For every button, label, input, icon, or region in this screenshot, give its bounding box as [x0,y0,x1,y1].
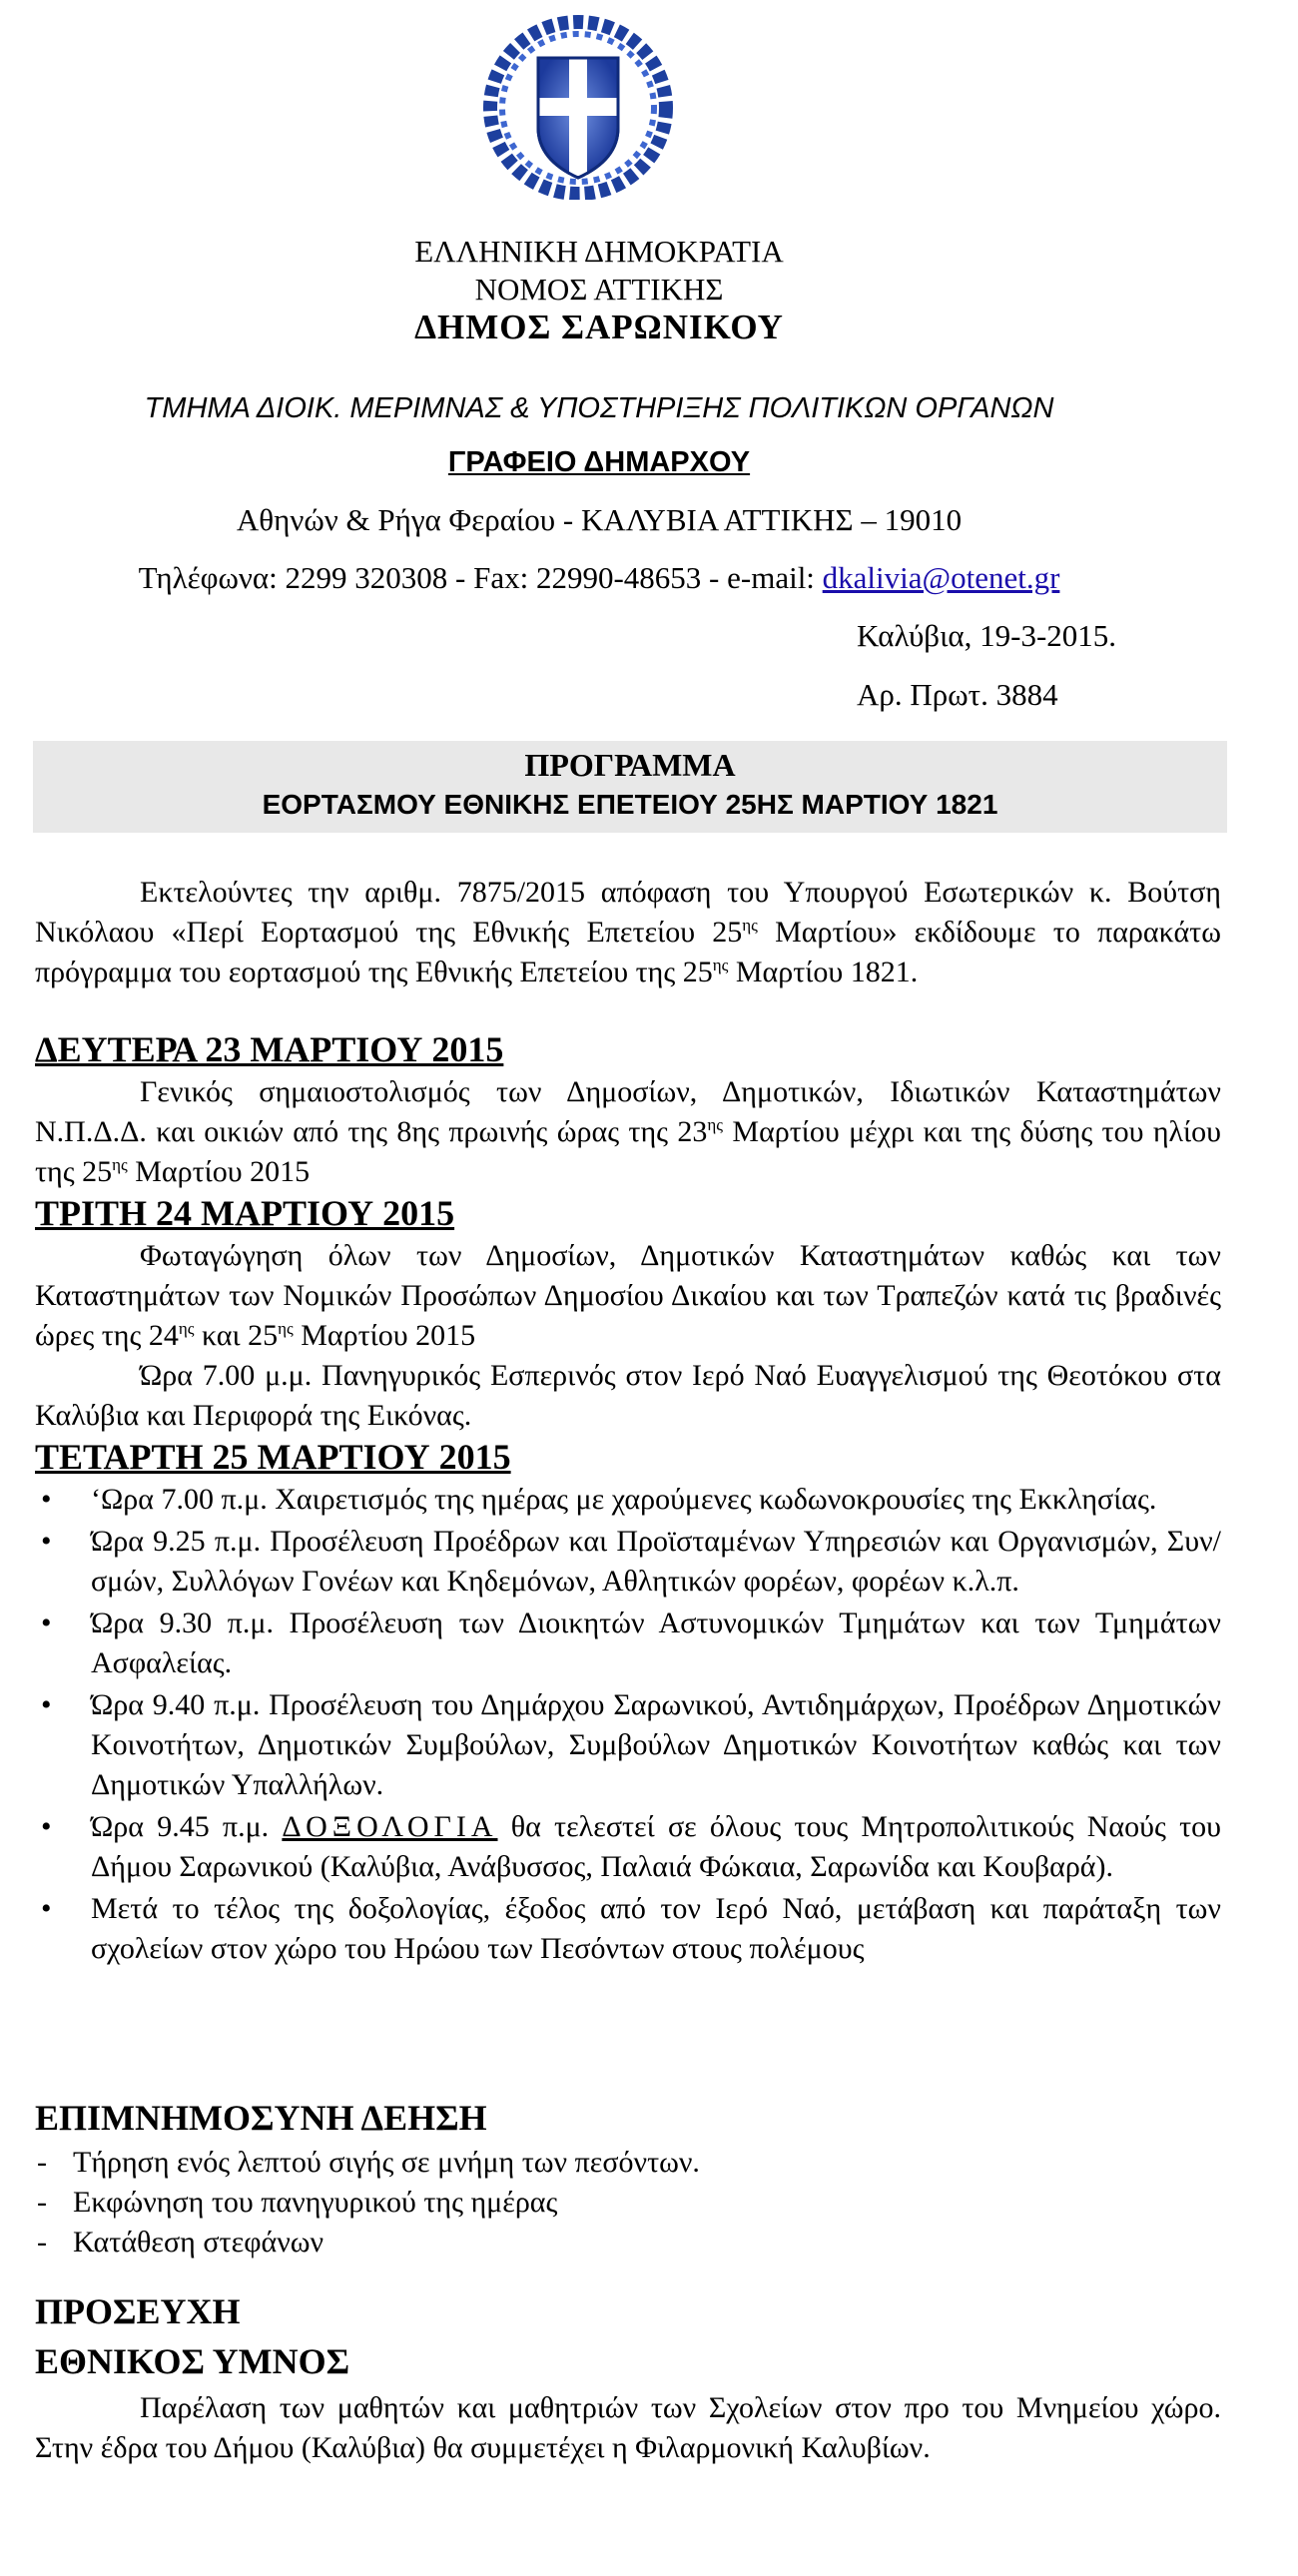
tuesday-sup-2: ης [278,1319,294,1338]
program-subtitle: ΕΟΡΤΑΣΜΟΥ ΕΘΝΙΚΗΣ ΕΠΕΤΕΙΟΥ 25ΗΣ ΜΑΡΤΙΟΥ 1821 [262,789,998,820]
program-title: ΠΡΟΓΡΑΜΜΑ [524,747,736,783]
monday-paragraph [35,1072,1221,1192]
monday-sup-1: ης [707,1115,724,1134]
list-item [35,1807,1221,1887]
address: Αθηνών & Ρήγα Φεραίου - ΚΑΛΥΒΙΑ ΑΤΤΙΚΗΣ – 19010 [236,502,963,537]
tuesday-heading: ΤΡΙΤΗ 24 ΜΑΡΤΙΟΥ 2015 [35,1193,455,1233]
tuesday-sup-1: ης [178,1319,195,1338]
memorial-list [35,2143,700,2262]
list-item: • Ώρα 9.25 π.μ. Προσέλευση Προέδρων και Προϊσταμένων Υπηρεσιών και Οργανισμών, Συν/σμών, Συλλόγων Γονέων και Κηδεμόνων, Αθλητικών φορέων, φορέων κ.λ.π. [35,1522,1221,1602]
anthem-heading: ΕΘΝΙΚΟΣ ΥΜΝΟΣ [35,2341,350,2381]
memorial-heading: ΕΠΙΜΝΗΜΟΣΥΝΗ ΔΕΗΣΗ [35,2098,487,2138]
anthem-text: Παρέλαση των μαθητών και μαθητριών των Σχολείων στον προ του Μνημείου χώρο. Στην έδρα του Δήμου (Καλύβια) θα συμμετέχει η Φιλαρμονική Καλυβίων. [35,2391,1221,2464]
monday-text-1: Γενικός σημαιοστολισμός των Δημοσίων, Δημοτικών, Ιδιωτικών Καταστημάτων Ν.Π.Δ.Δ. και οικιών από της 8ης πρωινής ώρας της 23 [35,1075,1221,1148]
intro-paragraph [35,873,1221,992]
wednesday-heading: ΤΕΤΑΡΤΗ 25 ΜΑΡΤΙΟΥ 2015 [35,1437,511,1477]
program-banner [33,741,1227,833]
list-item: - Κατάθεση στεφάνων [35,2223,700,2262]
doxology-word: ΔΟΞΟΛΟΓΙΑ [282,1810,498,1843]
greek-coat-of-arms-icon [483,10,673,200]
monday-heading: ΔΕΥΤΕΡΑ 23 ΜΑΡΤΙΟΥ 2015 [35,1029,504,1069]
tuesday-paragraph [35,1236,1221,1436]
intro-sup-1: ης [742,916,758,935]
tuesday-text-1: Φωταγώγηση όλων των Δημοσίων, Δημοτικών Καταστημάτων καθώς και των Καταστημάτων των Νομικών Προσώπων Δημοσίου Δικαίου και των Τραπεζών κατά τις βραδινές ώρες της 24 [35,1239,1221,1352]
doxology-text: θα τελεστεί σε όλους τους Μητροπολιτικούς Ναούς του Δήμου Σαρωνικού (Καλύβια, Ανάβυσσος, Παλαιά Φώκαια, Σαρωνίδα και Κουβαρά). [91,1810,1221,1883]
monday-text-2: Μαρτίου μέχρι και της δύσης του ηλίου της 25 [35,1115,1221,1188]
doxology-time: Ώρα 9.45 π.μ. [91,1810,283,1843]
intro-text-2: Μαρτίου» εκδίδουμε το παρακάτω πρόγραμμα του εορτασμού της Εθνικής Επετείου της 25 [35,916,1221,988]
contact-line [0,560,1198,596]
contact-text: Τηλέφωνα: 2299 320308 - Fax: 22990-48653 - e-mail: [138,560,823,595]
prefecture-name: ΝΟΜΟΣ ΑΤΤΙΚΗΣ [474,272,724,307]
intro-text-1: Εκτελούντες την αριθμ. 7875/2015 απόφαση του Υπουργού Εσωτερικών κ. Βούτση Νικόλαου «Περί Εορτασμού της Εθνικής Επετείου 25 [35,876,1221,949]
monday-text-3: Μαρτίου 2015 [127,1155,311,1188]
list-item: • Μετά το τέλος της δοξολογίας, έξοδος από τον Ιερό Ναό, μετάβαση και παράταξη των σχολείων στον χώρο του Ηρώου των Πεσόντων στους πολέμους [35,1889,1221,1969]
tuesday-text-3: Μαρτίου 2015 [293,1319,476,1352]
intro-sup-2: ης [712,956,729,974]
wednesday-list [35,1480,1221,1971]
list-item: - Τήρηση ενός λεπτού σιγής σε μνήμη των πεσόντων. [35,2143,700,2183]
email-link[interactable]: dkalivia@otenet.gr [822,560,1060,595]
department-name: ΤΜΗΜΑ ΔΙΟΙΚ. ΜΕΡΙΜΝΑΣ & ΥΠΟΣΤΗΡΙΞΗΣ ΠΟΛΙΤΙΚΩΝ ΟΡΓΑΝΩΝ [144,392,1054,424]
list-item: • Ώρα 9.30 π.μ. Προσέλευση των Διοικητών Αστυνομικών Τμημάτων και των Τμημάτων Ασφαλείας. [35,1604,1221,1683]
intro-text-3: Μαρτίου 1821. [728,956,919,988]
list-item: • Ώρα 9.40 π.μ. Προσέλευση του Δημάρχου Σαρωνικού, Αντιδημάρχων, Προέδρων Δημοτικών Κοινοτήτων, Δημοτικών Συμβούλων, Συμβούλων Δημοτικών Κοινοτήτων καθώς και των Δημοτικών Υπαλλήλων. [35,1685,1221,1805]
prayer-heading: ΠΡΟΣΕΥΧΗ [35,2291,241,2331]
monday-sup-2: ης [112,1155,128,1174]
place-date: Καλύβια, 19-3-2015. [857,618,1117,653]
list-item: - Εκφώνηση του πανηγυρικού της ημέρας [35,2183,700,2223]
list-item: • ‘Ωρα 7.00 π.μ. Χαιρετισμός της ημέρας με χαρούμενες κωδωνοκρουσίες της Εκκλησίας. [35,1480,1221,1520]
country-name: ΕΛΛΗΝΙΚΗ ΔΗΜΟΚΡΑΤΙΑ [414,234,784,269]
tuesday-text-2: και 25 [194,1319,279,1352]
anthem-paragraph [35,2388,1221,2468]
office-name: ΓΡΑΦΕΙΟ ΔΗΜΑΡΧΟΥ [447,446,751,478]
municipality-name: ΔΗΜΟΣ ΣΑΡΩΝΙΚΟΥ [414,308,784,346]
tuesday-vespers: Ώρα 7.00 μ.μ. Πανηγυρικός Εσπερινός στον Ιερό Ναό Ευαγγελισμού της Θεοτόκου στα Καλύβια και Περιφορά της Εικόνας. [35,1359,1221,1432]
protocol-number: Αρ. Πρωτ. 3884 [857,677,1058,712]
